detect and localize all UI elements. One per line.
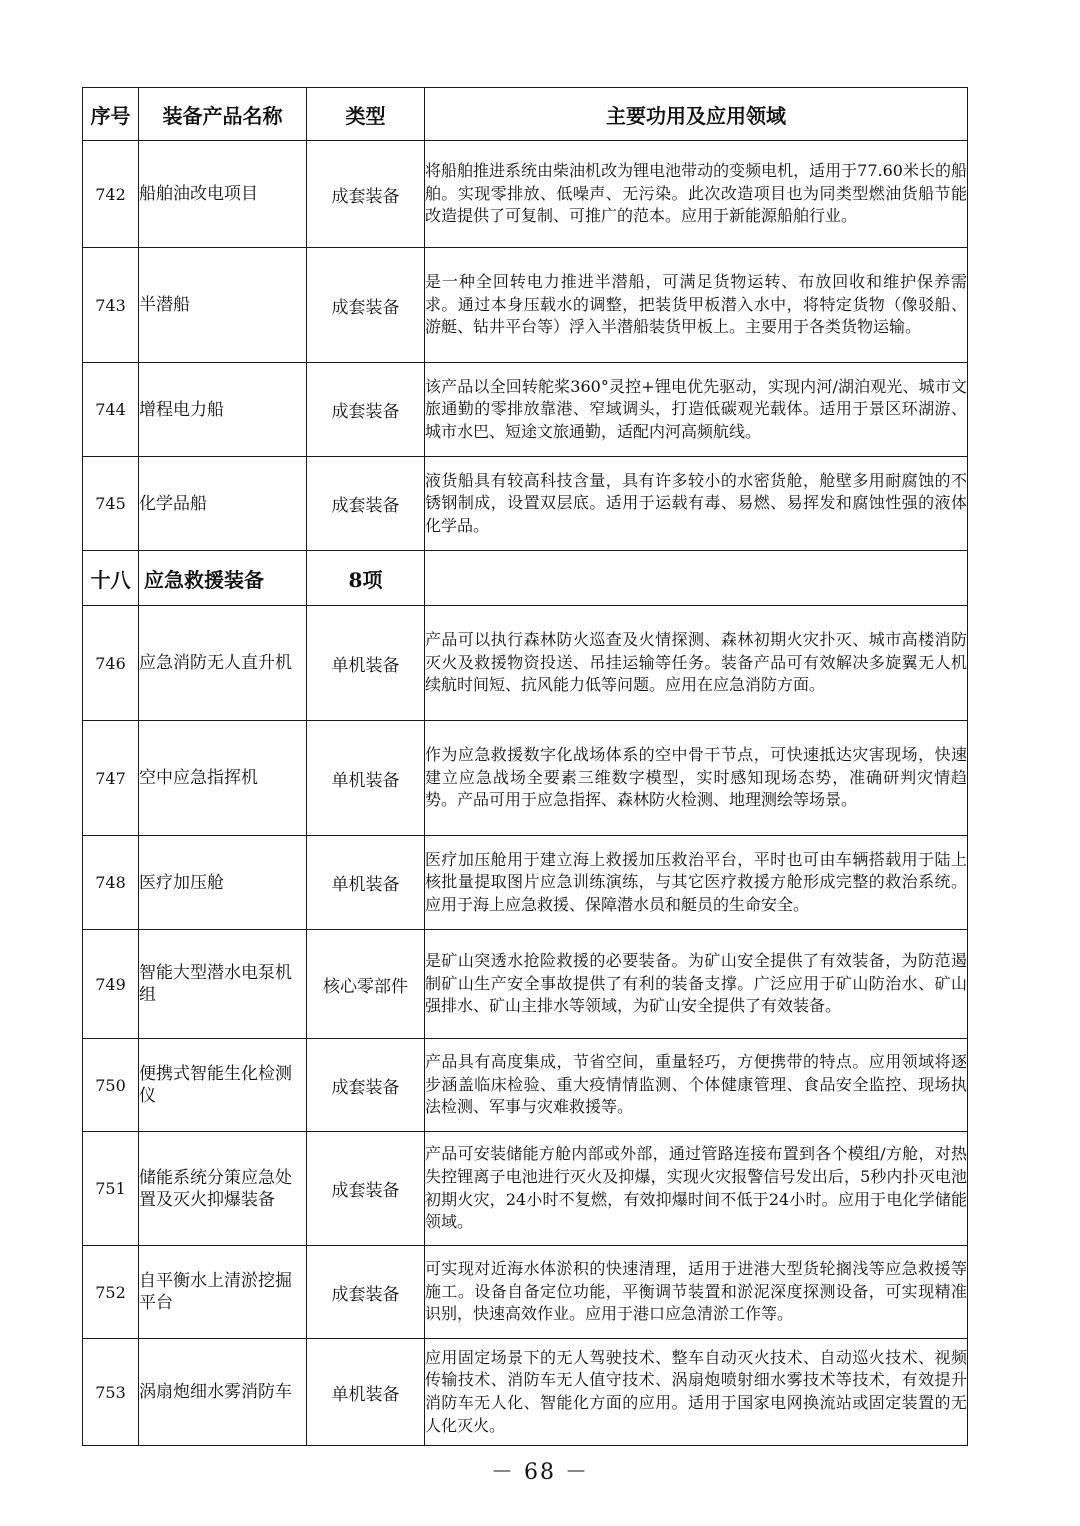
table-row [83,1246,968,1339]
header-serial-number: 序号 [83,88,139,141]
row-product-name: 船舶油改电项目 [139,141,307,248]
row-product-name: 化学品船 [139,457,307,551]
row-serial-number: 748 [83,836,139,930]
row-product-name: 应急消防无人直升机 [139,606,307,721]
row-type: 核心零部件 [307,930,425,1039]
row-type: 成套装备 [307,248,425,363]
row-description: 是一种全回转电力推进半潜船，可满足货物运转、布放回收和维护保养需求。通过本身压载水的调整，把装货甲板潜入水中，将特定货物（像驳船、游艇、钻井平台等）浮入半潜船装货甲板上。主要用于各类货物运输。 [425,248,968,363]
header-function-application: 主要功用及应用领域 [425,88,968,141]
row-description: 是矿山突透水抢险救援的必要装备。为矿山安全提供了有效装备，为防范遏制矿山生产安全事故提供了有利的装备支撑。广泛应用于矿山防治水、矿山强排水、矿山主排水等领域，为矿山安全提供了有效装备。 [425,930,968,1039]
row-product-name: 半潜船 [139,248,307,363]
table-row [83,930,968,1039]
row-description: 液货船具有较高科技含量，具有许多较小的水密货舱，舱壁多用耐腐蚀的不锈钢制成，设置双层底。适用于运载有毒、易燃、易挥发和腐蚀性强的液体化学品。 [425,457,968,551]
header-product-name: 装备产品名称 [139,88,307,141]
row-description: 作为应急救援数字化战场体系的空中骨干节点，可快速抵达灾害现场，快速建立应急战场全要素三维数字模型，实时感知现场态势，准确研判灾情趋势。产品可用于应急指挥、森林防火检测、地理测绘等场景。 [425,721,968,836]
row-serial-number: 751 [83,1132,139,1246]
row-serial-number: 752 [83,1246,139,1339]
equipment-catalog-table [82,87,968,1446]
table-row [83,721,968,836]
row-type: 单机装备 [307,836,425,930]
table-row [83,248,968,363]
section-item-count: 8项 [307,551,425,606]
row-type: 成套装备 [307,141,425,248]
row-product-name: 涡扇炮细水雾消防车 [139,1339,307,1446]
row-type: 单机装备 [307,1339,425,1446]
row-type: 成套装备 [307,1246,425,1339]
page-number: － 68 － [491,1460,589,1485]
row-serial-number: 746 [83,606,139,721]
row-product-name: 便携式智能生化检测仪 [139,1039,307,1132]
row-description: 产品可安装储能方舱内部或外部，通过管路连接布置到各个模组/方舱，对热失控锂离子电池进行灭火及抑爆，实现火灾报警信号发出后，5秒内扑灭电池初期火灾，24小时不复燃，有效抑爆时间不低于24小时。应用于电化学储能领域。 [425,1132,968,1246]
row-description: 可实现对近海水体淤积的快速清理，适用于进港大型货轮搁浅等应急救援等施工。设备自备定位功能，平衡调节装置和淤泥深度探测设备，可实现精准识别，快速高效作业。应用于港口应急清淤工作等。 [425,1246,968,1339]
table-row [83,1039,968,1132]
table-row [83,363,968,457]
header-type: 类型 [307,88,425,141]
row-serial-number: 750 [83,1039,139,1132]
row-serial-number: 743 [83,248,139,363]
row-type: 成套装备 [307,1132,425,1246]
table-row [83,141,968,248]
row-type: 成套装备 [307,1039,425,1132]
section-row-emergency-rescue [83,551,968,606]
row-description: 医疗加压舱用于建立海上救援加压救治平台，平时也可由车辆搭载用于陆上核批量提取图片应急训练演练，与其它医疗救援方舱形成完整的救治系统。应用于海上应急救援、保障潜水员和艇员的生命安全。 [425,836,968,930]
row-product-name: 空中应急指挥机 [139,721,307,836]
table-row [83,457,968,551]
section-empty-cell [425,551,968,606]
row-serial-number: 749 [83,930,139,1039]
row-description: 产品具有高度集成，节省空间，重量轻巧，方便携带的特点。应用领域将逐步涵盖临床检验、重大疫情情监测、个体健康管理、食品安全监控、现场执法检测、军事与灾难救援等。 [425,1039,968,1132]
table-row [83,836,968,930]
row-type: 单机装备 [307,606,425,721]
row-type: 成套装备 [307,363,425,457]
row-serial-number: 747 [83,721,139,836]
table-row [83,1132,968,1246]
row-product-name: 医疗加压舱 [139,836,307,930]
row-description: 将船舶推进系统由柴油机改为锂电池带动的变频电机，适用于77.60米长的船舶。实现零排放、低噪声、无污染。此次改造项目也为同类型燃油货船节能改造提供了可复制、可推广的范本。应用于新能源船舶行业。 [425,141,968,248]
row-type: 单机装备 [307,721,425,836]
table-row [83,606,968,721]
row-serial-number: 742 [83,141,139,248]
table-row [83,1339,968,1446]
row-product-name: 智能大型潜水电泵机组 [139,930,307,1039]
row-serial-number: 745 [83,457,139,551]
row-type: 成套装备 [307,457,425,551]
row-product-name: 储能系统分策应急处置及灭火抑爆装备 [139,1132,307,1246]
row-description: 应用固定场景下的无人驾驶技术、整车自动灭火技术、自动巡火技术、视频传输技术、消防车无人值守技术、涡扇炮喷射细水雾技术等技术，有效提升消防车无人化、智能化方面的应用。适用于国家电网换流站或固定装置的无人化灭火。 [425,1339,968,1446]
row-product-name: 增程电力船 [139,363,307,457]
row-description: 该产品以全回转舵桨360°灵控+锂电优先驱动，实现内河/湖泊观光、城市文旅通勤的零排放靠港、窄域调头，打造低碳观光载体。适用于景区环湖游、城市水巴、短途文旅通勤，适配内河高频航线。 [425,363,968,457]
section-title: 应急救援装备 [139,551,307,606]
table-header-row [83,88,968,141]
row-product-name: 自平衡水上清淤挖掘平台 [139,1246,307,1339]
row-description: 产品可以执行森林防火巡查及火情探测、森林初期火灾扑灭、城市高楼消防灭火及救援物资投送、吊挂运输等任务。装备产品可有效解决多旋翼无人机续航时间短、抗风能力低等问题。应用在应急消防方面。 [425,606,968,721]
section-number: 十八 [83,551,139,606]
row-serial-number: 744 [83,363,139,457]
row-serial-number: 753 [83,1339,139,1446]
